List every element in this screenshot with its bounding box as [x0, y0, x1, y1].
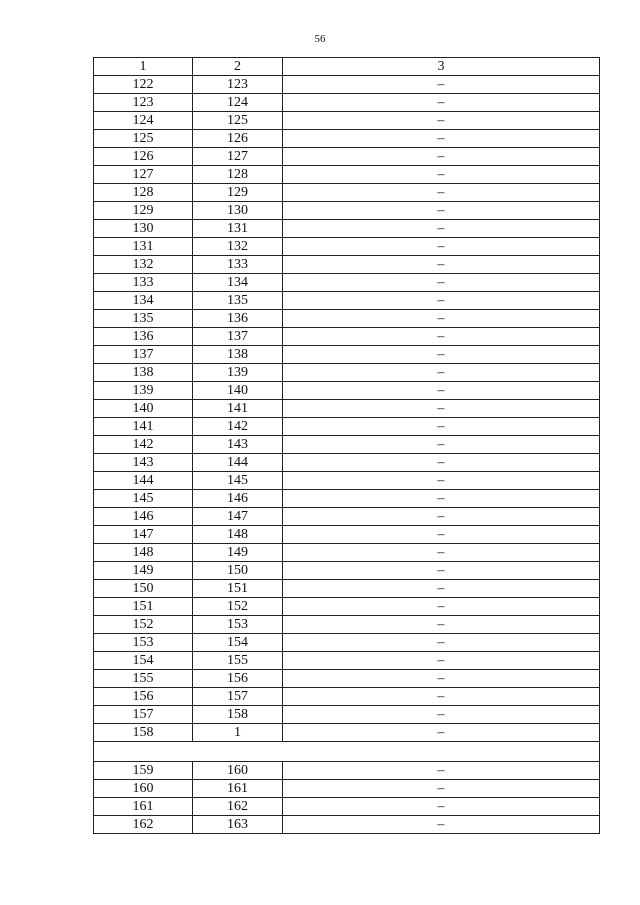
table-cell-col-3: –: [283, 76, 600, 94]
table-cell-col-3: –: [283, 472, 600, 490]
column-header-1: 1: [94, 58, 193, 76]
table-row: [94, 274, 600, 292]
table-row: [94, 454, 600, 472]
table-row: [94, 184, 600, 202]
table-cell-col-1: 129: [94, 202, 193, 220]
table-cell-col-2: 139: [193, 364, 283, 382]
table-cell-col-1: 159: [94, 762, 193, 780]
table-cell-col-3: –: [283, 706, 600, 724]
table-cell-col-2: 125: [193, 112, 283, 130]
table-cell-col-2: 145: [193, 472, 283, 490]
table-cell-col-3: –: [283, 670, 600, 688]
table-cell-col-3: –: [283, 436, 600, 454]
table-cell-col-1: 131: [94, 238, 193, 256]
table-cell-col-2: 148: [193, 526, 283, 544]
table-cell-col-1: 132: [94, 256, 193, 274]
table-cell-col-1: 126: [94, 148, 193, 166]
table-cell-col-1: 158: [94, 724, 193, 742]
table-row: [94, 220, 600, 238]
table-cell-col-2: 138: [193, 346, 283, 364]
table-row: [94, 382, 600, 400]
table-row: [94, 652, 600, 670]
table-cell-col-2: 156: [193, 670, 283, 688]
table-cell-col-2: 137: [193, 328, 283, 346]
table-row: [94, 130, 600, 148]
table-cell-col-3: –: [283, 724, 600, 742]
table-cell-col-3: –: [283, 816, 600, 834]
table-cell-col-3: –: [283, 616, 600, 634]
table-cell-col-1: 155: [94, 670, 193, 688]
table-cell-col-2: 135: [193, 292, 283, 310]
table-cell-col-1: 148: [94, 544, 193, 562]
table-cell-col-1: 146: [94, 508, 193, 526]
table-cell-col-1: 135: [94, 310, 193, 328]
table-cell-col-2: 127: [193, 148, 283, 166]
table-cell-col-1: 133: [94, 274, 193, 292]
table-row: [94, 562, 600, 580]
table-cell-col-1: 162: [94, 816, 193, 834]
data-table: [93, 57, 600, 834]
table-cell-col-3: –: [283, 580, 600, 598]
table-header-row: [94, 58, 600, 76]
table-row: [94, 310, 600, 328]
table-cell-col-1: 123: [94, 94, 193, 112]
table-cell-col-2: 151: [193, 580, 283, 598]
table-cell-col-3: –: [283, 454, 600, 472]
table-cell-col-2: 161: [193, 780, 283, 798]
table-cell-col-3: –: [283, 652, 600, 670]
table-cell-col-3: –: [283, 490, 600, 508]
table-cell-col-1: 144: [94, 472, 193, 490]
table-row: [94, 202, 600, 220]
table-cell-col-2: 140: [193, 382, 283, 400]
table-cell-col-2: 132: [193, 238, 283, 256]
table-row: [94, 238, 600, 256]
table-cell-col-2: 128: [193, 166, 283, 184]
table-cell-col-3: –: [283, 508, 600, 526]
table-cell-col-2: 154: [193, 634, 283, 652]
table-cell-col-1: 136: [94, 328, 193, 346]
table-separator-row: [94, 742, 600, 762]
table-cell-col-2: 146: [193, 490, 283, 508]
table-row: [94, 76, 600, 94]
table-cell-col-3: –: [283, 310, 600, 328]
table-cell-col-1: 137: [94, 346, 193, 364]
table-cell-col-3: –: [283, 130, 600, 148]
table-cell-col-1: 147: [94, 526, 193, 544]
table-cell-col-2: 147: [193, 508, 283, 526]
table-cell-col-3: –: [283, 400, 600, 418]
table-cell-col-2: 141: [193, 400, 283, 418]
table-cell-col-3: –: [283, 526, 600, 544]
table-cell-col-1: 143: [94, 454, 193, 472]
table-cell-col-2: 162: [193, 798, 283, 816]
table-cell-col-1: 128: [94, 184, 193, 202]
table-cell-col-1: 127: [94, 166, 193, 184]
table-row: [94, 544, 600, 562]
table-separator-cell: [94, 742, 600, 762]
table-cell-col-1: 154: [94, 652, 193, 670]
table-cell-col-2: 142: [193, 418, 283, 436]
table-row: [94, 724, 600, 742]
column-header-3: 3: [283, 58, 600, 76]
table-cell-col-2: 155: [193, 652, 283, 670]
table-cell-col-1: 124: [94, 112, 193, 130]
table-cell-col-2: 149: [193, 544, 283, 562]
table-row: [94, 364, 600, 382]
table-cell-col-1: 141: [94, 418, 193, 436]
table-cell-col-3: –: [283, 762, 600, 780]
table-cell-col-2: 129: [193, 184, 283, 202]
table-row: [94, 94, 600, 112]
table-cell-col-2: 153: [193, 616, 283, 634]
table-row: [94, 580, 600, 598]
table-cell-col-2: 126: [193, 130, 283, 148]
table-cell-col-3: –: [283, 598, 600, 616]
table-row: [94, 418, 600, 436]
table-row: [94, 328, 600, 346]
table-cell-col-3: –: [283, 166, 600, 184]
table-cell-col-3: –: [283, 94, 600, 112]
table-cell-col-2: 143: [193, 436, 283, 454]
table-row: [94, 762, 600, 780]
table-cell-col-2: 160: [193, 762, 283, 780]
table-row: [94, 526, 600, 544]
table-cell-col-3: –: [283, 148, 600, 166]
table-row: [94, 508, 600, 526]
table-cell-col-3: –: [283, 780, 600, 798]
table-cell-col-2: 131: [193, 220, 283, 238]
table-cell-col-1: 157: [94, 706, 193, 724]
table-cell-col-2: 1: [193, 724, 283, 742]
table-row: [94, 780, 600, 798]
table-cell-col-1: 152: [94, 616, 193, 634]
table-cell-col-1: 156: [94, 688, 193, 706]
table-cell-col-3: –: [283, 238, 600, 256]
table-row: [94, 112, 600, 130]
table-cell-col-2: 152: [193, 598, 283, 616]
table-cell-col-3: –: [283, 364, 600, 382]
table-cell-col-2: 144: [193, 454, 283, 472]
table-cell-col-3: –: [283, 292, 600, 310]
table-row: [94, 400, 600, 418]
table-row: [94, 598, 600, 616]
table-cell-col-3: –: [283, 544, 600, 562]
table-row: [94, 256, 600, 274]
table-row: [94, 798, 600, 816]
page-number: 56: [314, 33, 326, 45]
table-cell-col-2: 157: [193, 688, 283, 706]
table-row: [94, 670, 600, 688]
table-cell-col-3: –: [283, 328, 600, 346]
table-cell-col-2: 130: [193, 202, 283, 220]
table-cell-col-2: 123: [193, 76, 283, 94]
table-cell-col-1: 151: [94, 598, 193, 616]
table-cell-col-2: 136: [193, 310, 283, 328]
table-row: [94, 148, 600, 166]
table-cell-col-3: –: [283, 634, 600, 652]
table-cell-col-1: 153: [94, 634, 193, 652]
table-row: [94, 616, 600, 634]
table-cell-col-1: 149: [94, 562, 193, 580]
table-cell-col-2: 134: [193, 274, 283, 292]
table-cell-col-1: 125: [94, 130, 193, 148]
table-cell-col-2: 124: [193, 94, 283, 112]
table-cell-col-1: 140: [94, 400, 193, 418]
table-cell-col-2: 133: [193, 256, 283, 274]
table-row: [94, 346, 600, 364]
table-cell-col-1: 130: [94, 220, 193, 238]
table-cell-col-3: –: [283, 382, 600, 400]
table-cell-col-3: –: [283, 346, 600, 364]
table-cell-col-3: –: [283, 112, 600, 130]
table-row: [94, 292, 600, 310]
table-cell-col-1: 160: [94, 780, 193, 798]
table-cell-col-3: –: [283, 256, 600, 274]
table-row: [94, 688, 600, 706]
table-row: [94, 436, 600, 454]
table-cell-col-3: –: [283, 418, 600, 436]
table-row: [94, 634, 600, 652]
table-cell-col-1: 139: [94, 382, 193, 400]
table-cell-col-1: 150: [94, 580, 193, 598]
table-row: [94, 472, 600, 490]
table-cell-col-3: –: [283, 202, 600, 220]
table-row: [94, 490, 600, 508]
table-cell-col-1: 122: [94, 76, 193, 94]
table-cell-col-1: 138: [94, 364, 193, 382]
table-cell-col-2: 163: [193, 816, 283, 834]
column-header-2: 2: [193, 58, 283, 76]
table-row: [94, 166, 600, 184]
table-row: [94, 706, 600, 724]
table-cell-col-3: –: [283, 220, 600, 238]
table-cell-col-3: –: [283, 562, 600, 580]
table-cell-col-3: –: [283, 184, 600, 202]
table-cell-col-2: 150: [193, 562, 283, 580]
table-cell-col-1: 145: [94, 490, 193, 508]
table-cell-col-1: 142: [94, 436, 193, 454]
table-row: [94, 816, 600, 834]
table-cell-col-3: –: [283, 274, 600, 292]
table-cell-col-1: 134: [94, 292, 193, 310]
table-cell-col-3: –: [283, 688, 600, 706]
table-cell-col-3: –: [283, 798, 600, 816]
table-cell-col-1: 161: [94, 798, 193, 816]
table-cell-col-2: 158: [193, 706, 283, 724]
